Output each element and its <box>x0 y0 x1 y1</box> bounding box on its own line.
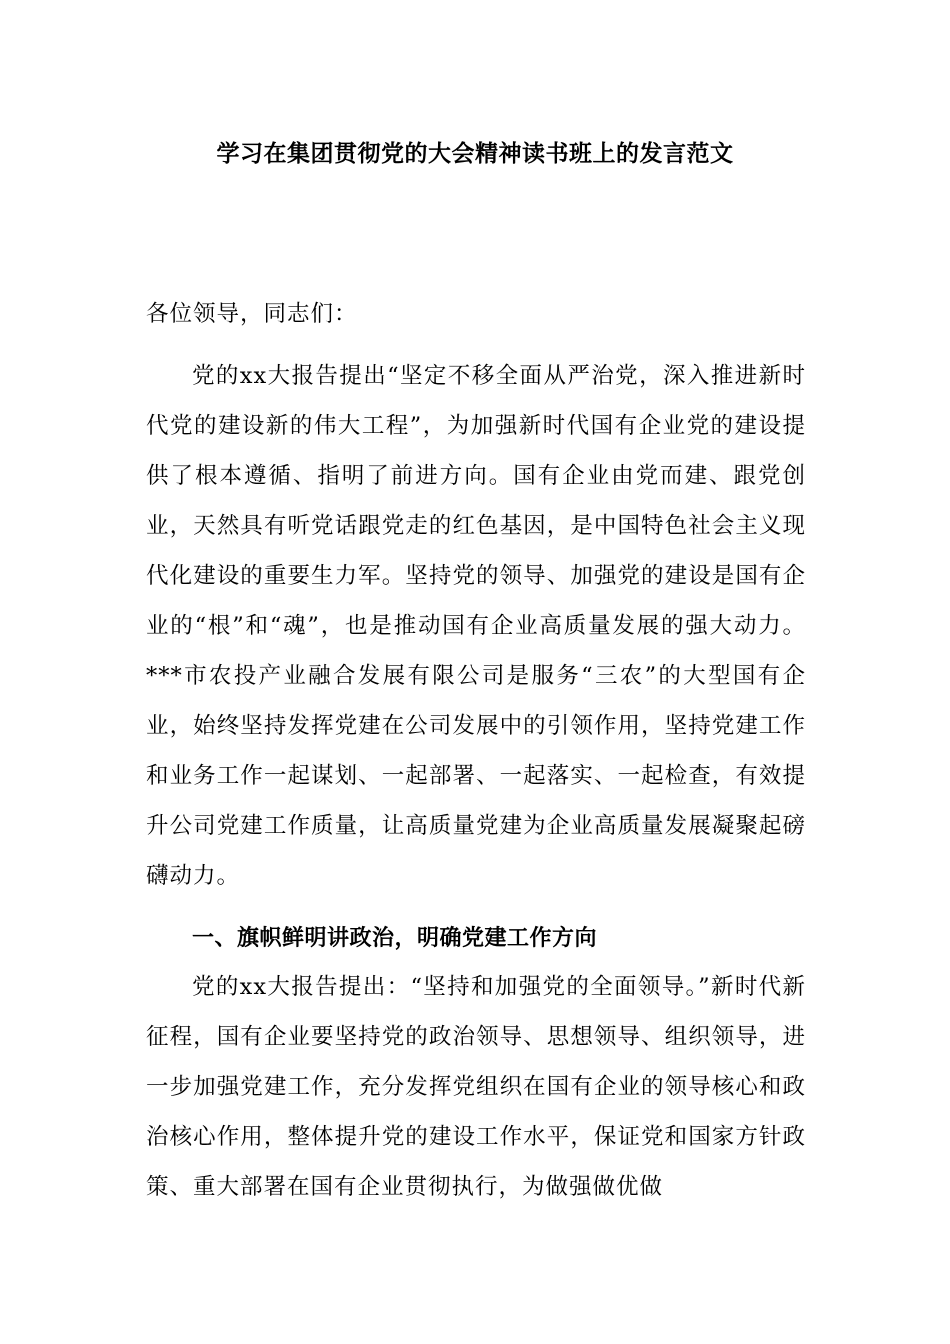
document-title: 学习在集团贯彻党的大会精神读书班上的发言范文 <box>216 141 734 167</box>
paragraph-section-1: 党的xx大报告提出：“坚持和加强党的全面领导。”新时代新征程，国有企业要坚持党的政治领导、思想领导、组织领导，进一步加强党建工作，充分发挥党组织在国有企业的领导核心和政治核心作用，整体提升党的建设工作水平，保证党和国家方针政策、重大部署在国有企业贯彻执行，为做强做优做 <box>146 974 806 1200</box>
section-heading-1: 一、旗帜鲜明讲政治，明确党建工作方向 <box>192 926 598 951</box>
salutation: 各位领导，同志们： <box>146 301 358 327</box>
paragraph-intro: 党的xx大报告提出“坚定不移全面从严治党，深入推进新时代党的建设新的伟大工程”，为加强新时代国有企业党的建设提供了根本遵循、指明了前进方向。国有企业由党而建、跟党创业，天然具有听党话跟党走的红色基因，是中国特色社会主义现代化建设的重要生力军。坚持党的领导、加强党的建设是国有企业的“根”和“魂”，也是推动国有企业高质量发展的强大动力。***市农投产业融合发展有限公司是服务“三农”的大型国有企业，始终坚持发挥党建在公司发展中的引领作用，坚持党建工作和业务工作一起谋划、一起部署、一起落实、一起检查，有效提升公司党建工作质量，让高质量党建为企业高质量发展凝聚起磅礴动力。 <box>146 363 806 889</box>
